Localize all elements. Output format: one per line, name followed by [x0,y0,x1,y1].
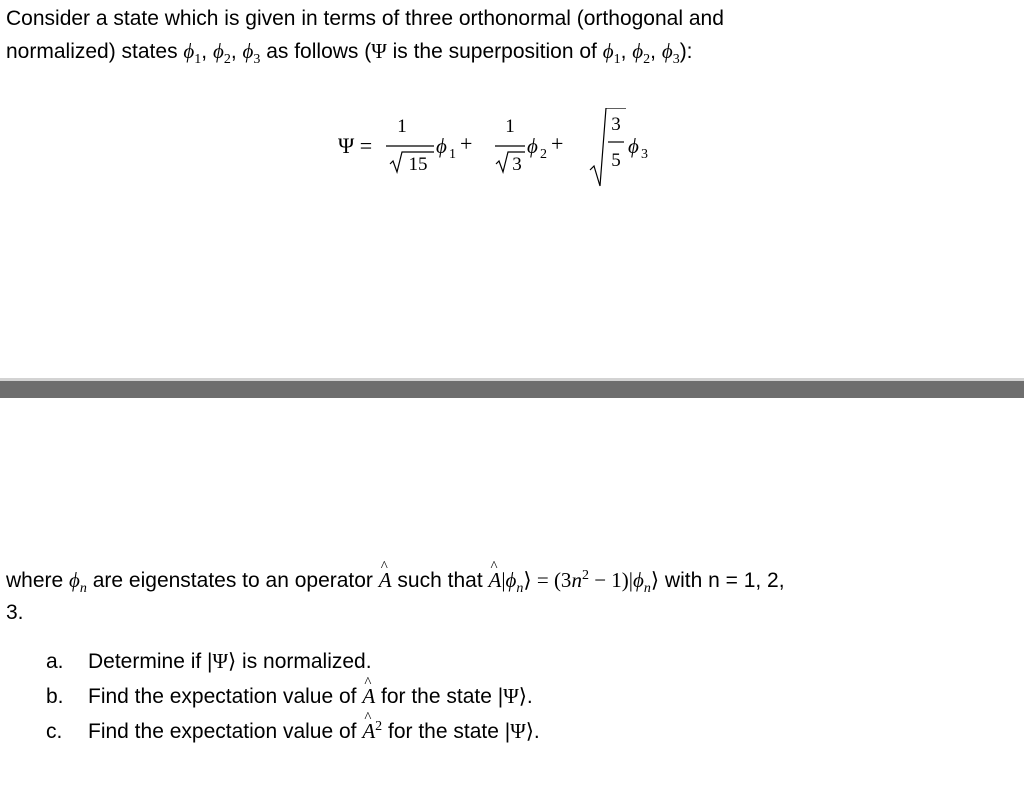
eq-phi1: ϕ [436,134,447,158]
eq-term3-den: 5 [611,150,621,171]
phi-2b: $\phi_2$ [632,39,651,68]
intro-line-2: normalized) states $\phi_1$, $\phi_2$, $\phi_3$ as follows (Ψ is the superposition of $\phi_1$, $\phi_2$, $\phi_3$): [6,39,693,68]
psi-symbol: Ψ [371,39,387,63]
superposition-equation [338,108,668,188]
eq-sub2: 2 [540,147,547,162]
question-c: c. Find the expectation value of ^ $A^2$ for the state |Ψ⟩. [46,714,540,749]
intro-text-2c: is the superposition of [386,40,603,63]
phi-1: $\phi_1$ [183,39,202,68]
phi-3b: $\phi_3$ [661,39,680,68]
eq-sub3: 3 [641,147,648,162]
question-b: b. Find the expectation value of ^ A for the state |Ψ⟩. [46,679,540,714]
question-marker: b. [46,685,64,708]
equation-svg [338,108,668,188]
section-divider [0,378,1024,398]
phi-1b: $\phi_1$ [602,39,621,68]
phi-2: $\phi_2$ [212,39,231,68]
phi-n: $\phi_n$ [69,568,87,597]
operator-a: ^ A [379,564,392,597]
intro-text-2b: as follows ( [260,40,372,63]
eq-lhs: Ψ = [338,133,373,158]
eq-term2-num: 1 [505,116,515,137]
question-a: a. Determine if |Ψ⟩ is normalized. [46,644,540,679]
eq-sub1: 1 [449,147,456,162]
condition-line-2: 3. [6,601,24,624]
phi-3: $\phi_3$ [242,39,261,68]
intro-text-2d: ): [679,40,693,63]
eq-term1-den: 15 [408,154,428,175]
eq-term3-num: 3 [611,114,621,135]
eq-phi3: ϕ [628,134,639,158]
eigen-equation: ^ $A|\phi_n⟩ = (3n^2$ − $1)|\phi_n⟩$ [488,568,659,592]
question-marker: a. [46,650,64,673]
eq-term1-num: 1 [397,116,407,137]
intro-text-1: Consider a state which is given in terms of three orthonormal (orthogonal and [6,7,724,30]
intro-line-1 [6,2,724,35]
eq-term2-den: 3 [512,154,522,175]
question-marker: c. [46,720,63,743]
question-list [46,644,540,749]
eq-plus2: + [551,131,564,156]
eq-plus1: + [460,131,473,156]
eq-phi2: ϕ [527,134,538,158]
intro-text-2a: normalized) states [6,40,184,63]
condition-line-1: where $\phi_n$ are eigenstates to an operator ^ A such that ^ $A|\phi_n⟩ = (3n^2$ − $1)|\phi_n⟩$ with n = 1, 2, [6,564,785,597]
